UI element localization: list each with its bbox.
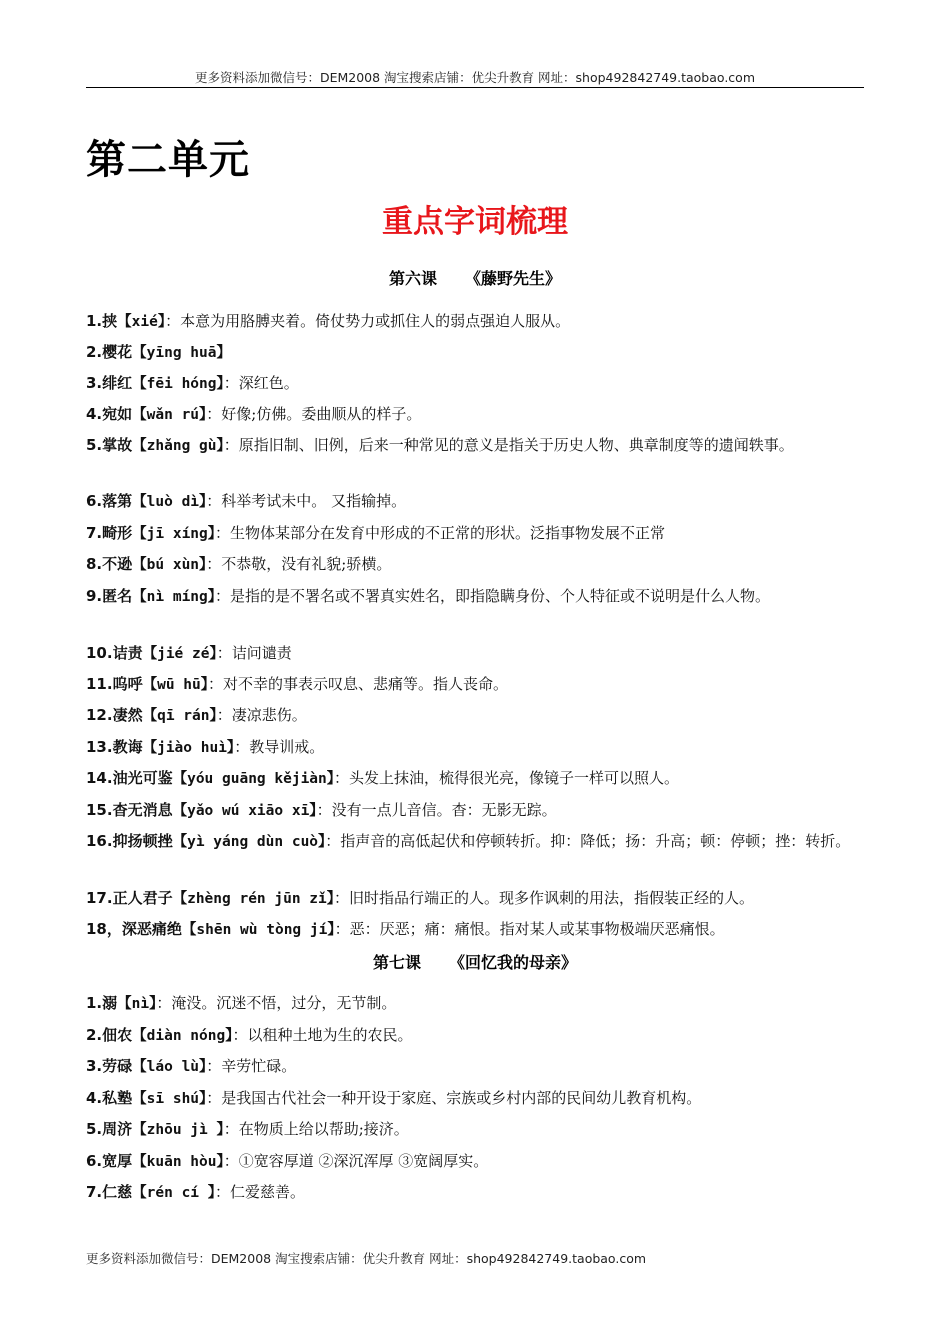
lesson6-entry-7: 7.畸形【jī xíng】：生物体某部分在发育中形成的不正常的形状。泛指事物发展不正常 [86,524,666,542]
section-title: 重点字词梳理 [382,204,568,240]
lesson7-entry-2: 2.佃农【diàn nóng】：以租种土地为生的农民。 [86,1026,413,1044]
lesson6-entry-3: 3.绯红【fēi hóng】：深红色。 [86,374,299,392]
header-rule [86,87,864,88]
lesson6-entry-18: 18，深恶痛绝【shēn wù tòng jí】：恶：厌恶；痛：痛恨。指对某人或某事物极端厌恶痛恨。 [86,920,725,938]
lesson6-entry-6: 6.落第【luò dì】：科举考试未中。 又指输掉。 [86,492,407,510]
lesson6-entry-10: 10.诘责【jié zé】：诘问谴责 [86,644,292,662]
lesson6-entry-5: 5.掌故【zhǎng gù】：原指旧制、旧例，后来一种常见的意义是指关于历史人物、典章制度等的遗闻轶事。 [86,436,794,454]
lesson6-book: 《藤野先生》 [465,269,562,288]
lesson6-entry-1: 1.挟【xié】：本意为用胳膊夹着。倚仗势力或抓住人的弱点强迫人服从。 [86,312,571,330]
lesson6-number: 第六课 [388,269,437,288]
lesson6-entry-14: 14.油光可鉴【yóu guāng kějiàn】：头发上抹油，梳得很光亮，像镜子一样可以照人。 [86,769,680,787]
footer-contact-line: 更多资料添加微信号：DEM2008 淘宝搜索店铺：优尖升教育 网址：shop492842749.taobao.com [86,1251,647,1266]
lesson7-entry-3: 3.劳碌【láo lù】：辛劳忙碌。 [86,1057,297,1075]
header-contact-line: 更多资料添加微信号：DEM2008 淘宝搜索店铺：优尖升教育 网址：shop492842749.taobao.com [194,70,756,85]
lesson7-number: 第七课 [372,953,421,972]
lesson6-entry-8: 8.不逊【bú xùn】：不恭敬，没有礼貌;骄横。 [86,555,392,573]
lesson7-entry-4: 4.私塾【sī shú】：是我国古代社会一种开设于家庭、宗族或乡村内部的民间幼儿教育机构。 [86,1089,702,1107]
lesson6-entry-2: 2.樱花【yīng huā】 [86,343,231,361]
lesson6-title [0,266,950,289]
unit-title: 第二单元 [86,137,250,183]
lesson7-book: 《回忆我的母亲》 [449,953,578,972]
lesson6-entry-16: 16.抑扬顿挫【yì yáng dùn cuò】：指声音的高低起伏和停顿转折。抑：降低；扬：升高；顿：停顿；挫：转折。 [86,832,851,850]
lesson7-entry-7: 7.仁慈【rén cí 】：仁爱慈善。 [86,1183,306,1201]
lesson7-entry-1: 1.溺【nì】：淹没。沉迷不悟，过分，无节制。 [86,994,397,1012]
lesson6-entry-15: 15.杳无消息【yǎo wú xiāo xī】：没有一点儿音信。杳：无影无踪。 [86,801,557,819]
lesson6-entry-17: 17.正人君子【zhèng rén jūn zǐ】：旧时指品行端正的人。现多作讽刺的用法，指假装正经的人。 [86,889,755,907]
lesson6-entry-9: 9.匿名【nì míng】：是指的是不署名或不署真实姓名，即指隐瞒身份、个人特征或不说明是什么人物。 [86,587,771,605]
lesson6-entry-4: 4.宛如【wǎn rú】：好像;仿佛。委曲顺从的样子。 [86,405,422,423]
lesson6-entry-11: 11.呜呼【wū hū】：对不幸的事表示叹息、悲痛等。指人丧命。 [86,675,509,693]
lesson6-entry-13: 13.教诲【jiào huì】：教导训戒。 [86,738,325,756]
lesson6-entry-12: 12.凄然【qī rán】：凄凉悲伤。 [86,706,307,724]
lesson7-entry-5: 5.周济【zhōu jì 】：在物质上给以帮助;接济。 [86,1120,409,1138]
lesson7-title [0,950,950,973]
lesson7-entry-6: 6.宽厚【kuān hòu】：①宽容厚道 ②深沉浑厚 ③宽阔厚实。 [86,1152,489,1170]
